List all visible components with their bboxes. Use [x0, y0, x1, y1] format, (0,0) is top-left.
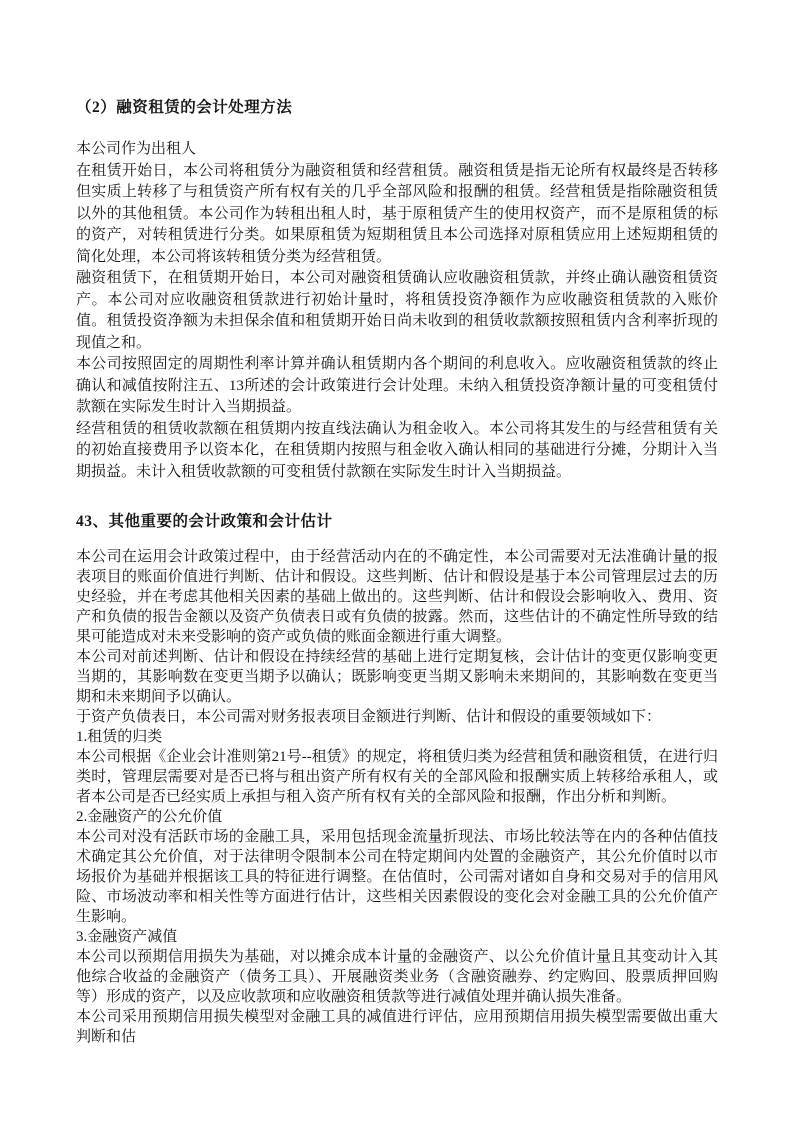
paragraph: 在租赁开始日，本公司将租赁分为融资租赁和经营租赁。融资租赁是指无论所有权最终是否转移但实质上转移了与租赁资产所有权有关的几乎全部风险和报酬的租赁。经营租赁是指除融资租赁以外的其他租赁。本公司作为转租出租人时，基于原租赁产生的使用权资产，而不是原租赁的标的资产，对转租赁进行分类。如果原租赁为短期租赁且本公司选择对原租赁应用上述短期租赁的简化处理，本公司将该转租赁分类为经营租赁。	[76, 162, 718, 265]
paragraph: 本公司根据《企业会计准则第21号--租赁》的规定，将租赁归类为经营租赁和融资租赁，在进行归类时，管理层需要对是否已将与租出资产所有权有关的全部风险和报酬实质上转移给承租人，或者本公司是否已经实质上承担与租入资产所有权有关的全部风险和报酬，作出分析和判断。	[76, 749, 718, 805]
section-body-other-policies-estimates	[76, 547, 718, 1047]
paragraph: 3.金融资产减值	[76, 929, 178, 945]
paragraph: 本公司对前述判断、估计和假设在持续经营的基础上进行定期复核，会计估计的变更仅影响变更当期的，其影响数在变更当期予以确认；既影响变更当期又影响未来期间的，其影响数在变更当期和未来期间予以确认。	[76, 649, 718, 705]
paragraph: 本公司在运用会计政策过程中，由于经营活动内在的不确定性，本公司需要对无法准确计量的报表项目的账面价值进行判断、估计和假设。这些判断、估计和假设是基于本公司管理层过去的历史经验，并在考虑其他相关因素的基础上做出的。这些判断、估计和假设会影响收入、费用、资产和负债的报告金额以及资产负债表日或有负债的披露。然而，这些估计的不确定性所导致的结果可能造成对未来受影响的资产或负债的账面金额进行重大调整。	[76, 549, 718, 645]
paragraph: 1.租赁的归类	[76, 729, 163, 745]
paragraph: 本公司作为出租人	[76, 141, 197, 157]
paragraph: 本公司采用预期信用损失模型对金融工具的减值进行评估，应用预期信用损失模型需要做出重大判断和估	[76, 1009, 718, 1045]
paragraph: 2.金融资产的公允价值	[76, 809, 223, 825]
paragraph: 本公司对没有活跃市场的金融工具，采用包括现金流量折现法、市场比较法等在内的各种估值技术确定其公允价值，对于法律明令限制本公司在特定期间内处置的金融资产，其公允价值时以市场报价为基础并根据该工具的特征进行调整。在估值时，公司需对诸如自身和交易对手的信用风险、市场波动率和相关性等方面进行估计，这些相关因素假设的变化会对金融工具的公允价值产生影响。	[76, 829, 718, 925]
paragraph: 本公司以预期信用损失为基础，对以摊余成本计量的金融资产、以公允价值计量且其变动计入其他综合收益的金融资产（债务工具）、开展融资类业务（含融资融券、约定购回、股票质押回购等）形成的资产，以及应收款项和应收融资租赁款等进行减值处理并确认损失准备。	[76, 949, 718, 1005]
paragraph: 融资租赁下，在租赁期开始日，本公司对融资租赁确认应收融资租赁款，并终止确认融资租赁资产。本公司对应收融资租赁款进行初始计量时，将租赁投资净额作为应收融资租赁款的入账价值。租赁投资净额为未担保余值和租赁期开始日尚未收到的租赁收款额按照租赁内含利率折现的现值之和。	[76, 270, 718, 351]
section-body-finance-lease-accounting	[76, 139, 718, 483]
paragraph: 于资产负债表日，本公司需对财务报表项目金额进行判断、估计和假设的重要领域如下：	[76, 709, 662, 725]
section-heading-other-policies-estimates: 43、其他重要的会计政策和会计估计	[76, 513, 333, 530]
paragraph: 经营租赁的租赁收款额在租赁期内按直线法确认为租金收入。本公司将其发生的与经营租赁有关的初始直接费用予以资本化，在租赁期内按照与租金收入确认相同的基础进行分摊，分期计入当期损益。未计入租赁收款额的可变租赁付款额在实际发生时计入当期损益。	[76, 420, 718, 480]
paragraph: 本公司按照固定的周期性利率计算并确认租赁期内各个期间的利息收入。应收融资租赁款的终止确认和减值按附注五、13所述的会计政策进行会计处理。未纳入租赁投资净额计量的可变租赁付款额在实际发生时计入当期损益。	[76, 356, 718, 415]
section-heading-finance-lease-accounting: （2）融资租赁的会计处理方法	[76, 99, 293, 116]
